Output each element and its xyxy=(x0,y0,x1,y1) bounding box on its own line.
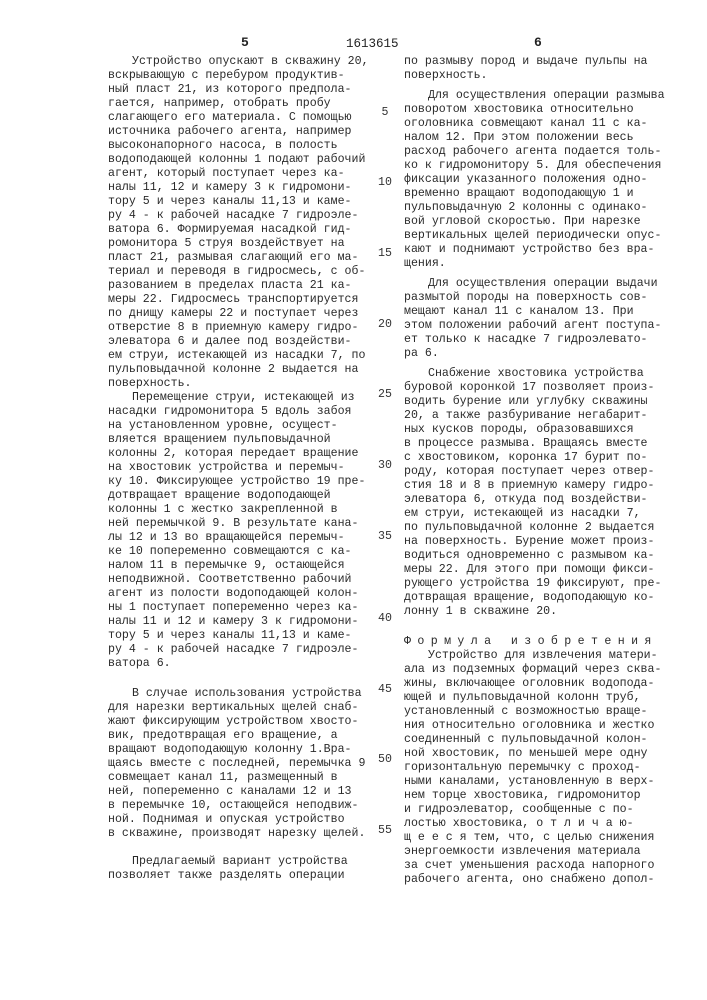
text-line: ра 6. xyxy=(404,347,665,361)
text-line: разованием в пределах пласта 21 ка- xyxy=(108,279,369,293)
text-line: Устройство для извлечения матери- xyxy=(404,649,665,663)
text-line: горизонтальную перемычку с проход- xyxy=(404,761,665,775)
text-line: и гидроэлеватор, сообщенные с по- xyxy=(404,803,665,817)
text-line: буровой коронкой 17 позволяет произ- xyxy=(404,381,665,395)
line-number: 20 xyxy=(375,318,395,331)
text-line: элеватора 6, откуда под воздействи- xyxy=(404,493,665,507)
text-line: слагающего его материала. С помощью xyxy=(108,111,369,125)
text-line: отверстие 8 в приемную камеру гидро- xyxy=(108,321,369,335)
text-line: вой угловой скоростью. При нарезке xyxy=(404,215,665,229)
text-line: поворотом хвостовика относительно xyxy=(404,103,665,117)
text-line: ный пласт 21, из которого предпола- xyxy=(108,83,369,97)
text-line: на установленном уровне, осущест- xyxy=(108,419,369,433)
text-line: ватора 6. Формируемая насадкой гид- xyxy=(108,223,369,237)
text-line: жают фиксирующим устройством хвосто- xyxy=(108,715,369,729)
left-column xyxy=(108,55,369,883)
text-line: налом 12. При этом положении весь xyxy=(404,131,665,145)
page-number-right: 6 xyxy=(534,35,542,50)
text-line: Перемещение струи, истекающей из xyxy=(108,391,369,405)
text-line: лонну 1 в скважине 20. xyxy=(404,605,665,619)
text-line: неподвижной. Соответственно рабочий xyxy=(108,573,369,587)
line-number: 35 xyxy=(375,530,395,543)
text-line: стия 18 и 8 в приемную камеру гидро- xyxy=(404,479,665,493)
text-line: в процессе размыва. Вращаясь вместе xyxy=(404,437,665,451)
line-number: 40 xyxy=(375,612,395,625)
text-line: ко к гидромонитору 5. Для обеспечения xyxy=(404,159,665,173)
text-line: ала из подземных формаций через сква- xyxy=(404,663,665,677)
text-line: в перемычке 10, остающейся неподвиж- xyxy=(108,799,369,813)
text-line: териал и переводя в гидросмесь, с об- xyxy=(108,265,369,279)
page-number-left: 5 xyxy=(241,35,249,50)
paragraph xyxy=(108,855,369,883)
text-line: вращают водоподающую колонну 1.Вра- xyxy=(108,743,369,757)
text-line: лостью хвостовика, о т л и ч а ю- xyxy=(404,817,665,831)
text-line: налы 11 и 12 и камеру 3 к гидромони- xyxy=(108,615,369,629)
paragraph xyxy=(404,367,665,619)
paragraph xyxy=(404,55,665,83)
text-line: щ е е с я тем, что, с целью снижения xyxy=(404,831,665,845)
text-line: расход рабочего агента подается толь- xyxy=(404,145,665,159)
text-line: вляется вращением пульповыдачной xyxy=(108,433,369,447)
text-line: поверхность. xyxy=(108,377,369,391)
paragraph xyxy=(404,277,665,361)
line-number: 5 xyxy=(375,106,395,119)
line-number: 10 xyxy=(375,176,395,189)
text-line: за счет уменьшения расхода напорного xyxy=(404,859,665,873)
text-line: колонны 1 с жестко закрепленной в xyxy=(108,503,369,517)
text-line: дотвращая вращение, водоподающую ко- xyxy=(404,591,665,605)
line-number: 55 xyxy=(375,824,395,837)
text-line: вскрывающую с перебуром продуктив- xyxy=(108,69,369,83)
text-line: щаясь вместе с последней, перемычка 9 xyxy=(108,757,369,771)
text-line: для нарезки вертикальных щелей снаб- xyxy=(108,701,369,715)
paragraph xyxy=(108,55,369,391)
line-number: 25 xyxy=(375,388,395,401)
text-line: ния относительно оголовника и жестко xyxy=(404,719,665,733)
text-line: водиться одновременно с размывом ка- xyxy=(404,549,665,563)
text-line: в скважине, производят нарезку щелей. xyxy=(108,827,369,841)
text-line: оголовника совмещают канал 11 с ка- xyxy=(404,117,665,131)
text-line: ке 10 попеременно совмещаются с ка- xyxy=(108,545,369,559)
text-line: ными каналами, установленную в верх- xyxy=(404,775,665,789)
text-line: ной хвостовик, по меньшей мере одну xyxy=(404,747,665,761)
text-line: элеватора 6 и далее под воздействи- xyxy=(108,335,369,349)
text-line: источника рабочего агента, например xyxy=(108,125,369,139)
text-line: лы 12 и 13 во вращающейся перемыч- xyxy=(108,531,369,545)
text-line: агент из полости водоподающей колон- xyxy=(108,587,369,601)
text-line: фиксации указанного положения одно- xyxy=(404,173,665,187)
text-line: высоконапорного насоса, в полость xyxy=(108,139,369,153)
line-number: 15 xyxy=(375,247,395,260)
text-line: насадки гидромонитора 5 вдоль забоя xyxy=(108,405,369,419)
text-line: энергоемкости извлечения материала xyxy=(404,845,665,859)
text-line: кают и поднимают устройство без вра- xyxy=(404,243,665,257)
text-line: Предлагаемый вариант устройства xyxy=(108,855,369,869)
text-line: ет только к насадке 7 гидроэлевато- xyxy=(404,333,665,347)
text-line: мещают канал 11 с каналом 13. При xyxy=(404,305,665,319)
text-line: 20, а также разбуривание негабарит- xyxy=(404,409,665,423)
line-number: 50 xyxy=(375,753,395,766)
text-line: тору 5 и через каналы 11,13 и каме- xyxy=(108,629,369,643)
text-line: пульповыдачную 2 колонны с одинако- xyxy=(404,201,665,215)
text-line: пульповыдачной колонне 2 выдается на xyxy=(108,363,369,377)
text-line: ной. Поднимая и опуская устройство xyxy=(108,813,369,827)
right-column xyxy=(404,55,665,887)
text-line: ру 4 - к рабочей насадке 7 гидроэле- xyxy=(108,643,369,657)
text-line: меры 22. Для этого при помощи фикси- xyxy=(404,563,665,577)
text-line: водоподающей колонны 1 подают рабочий xyxy=(108,153,369,167)
section-title: Формула изобретения xyxy=(404,635,665,649)
text-line: Для осуществления операции выдачи xyxy=(404,277,665,291)
text-line: жины, включающее оголовник водопода- xyxy=(404,677,665,691)
text-line: меры 22. Гидросмесь транспортируется xyxy=(108,293,369,307)
paragraph xyxy=(404,89,665,271)
text-line: агент, который поступает через ка- xyxy=(108,167,369,181)
text-line: ных кусков породы, образовавшихся xyxy=(404,423,665,437)
text-line: по днищу камеры 22 и поступает через xyxy=(108,307,369,321)
text-line: дотвращает вращение водоподающей xyxy=(108,489,369,503)
text-line: ны 1 поступает попеременно через ка- xyxy=(108,601,369,615)
text-line: по пульповыдачной колонне 2 выдается xyxy=(404,521,665,535)
text-line: колонны 2, которая передает вращение xyxy=(108,447,369,461)
text-line: временно вращают водоподающую 1 и xyxy=(404,187,665,201)
line-number: 45 xyxy=(375,683,395,696)
text-line: рабочего агента, оно снабжено допол- xyxy=(404,873,665,887)
text-line: Снабжение хвостовика устройства xyxy=(404,367,665,381)
paragraph xyxy=(404,635,665,887)
text-line: на хвостовик устройства и перемыч- xyxy=(108,461,369,475)
text-line: водить бурение или углубку скважины xyxy=(404,395,665,409)
text-line: ру 4 - к рабочей насадке 7 гидроэле- xyxy=(108,209,369,223)
text-line: Устройство опускают в скважину 20, xyxy=(108,55,369,69)
text-line: ромонитора 5 струя воздействует на xyxy=(108,237,369,251)
text-line: щения. xyxy=(404,257,665,271)
text-line: этом положении рабочий агент поступа- xyxy=(404,319,665,333)
text-line: ней перемычкой 9. В результате кана- xyxy=(108,517,369,531)
text-line: ней, попеременно с каналами 12 и 13 xyxy=(108,785,369,799)
text-line: налом 11 в перемычке 9, остающейся xyxy=(108,559,369,573)
text-line: роду, которая поступает через отвер- xyxy=(404,465,665,479)
text-line: ку 10. Фиксирующее устройство 19 пре- xyxy=(108,475,369,489)
text-line: ем струи, истекающей из насадки 7, по xyxy=(108,349,369,363)
text-line: налы 11, 12 и камеру 3 к гидромони- xyxy=(108,181,369,195)
text-line: тору 5 и через каналы 11,13 и каме- xyxy=(108,195,369,209)
text-line: соединенный с пульповыдачной колон- xyxy=(404,733,665,747)
patent-number: 1613615 xyxy=(346,37,399,51)
text-line: установленный с возможностью враще- xyxy=(404,705,665,719)
text-line: вертикальных щелей периодически опус- xyxy=(404,229,665,243)
text-line: ющей и пульповыдачной колонн труб, xyxy=(404,691,665,705)
text-line: гается, например, отобрать пробу xyxy=(108,97,369,111)
text-line: Для осуществления операции размыва xyxy=(404,89,665,103)
paragraph xyxy=(108,687,369,841)
text-line: совмещает канал 11, размещенный в xyxy=(108,771,369,785)
text-line: ем струи, истекающей из насадки 7, xyxy=(404,507,665,521)
text-line: поверхность. xyxy=(404,69,665,83)
text-line: по размыву пород и выдаче пульпы на xyxy=(404,55,665,69)
text-line: размытой породы на поверхность сов- xyxy=(404,291,665,305)
paragraph xyxy=(108,391,369,671)
text-line: рующего устройства 19 фиксируют, пре- xyxy=(404,577,665,591)
line-number: 30 xyxy=(375,459,395,472)
text-line: вик, предотвращая его вращение, а xyxy=(108,729,369,743)
text-line: позволяет также разделять операции xyxy=(108,869,369,883)
text-line: ватора 6. xyxy=(108,657,369,671)
text-line: нем торце хвостовика, гидромонитор xyxy=(404,789,665,803)
text-line: на поверхность. Бурение может произ- xyxy=(404,535,665,549)
text-line: с хвостовиком, коронка 17 бурит по- xyxy=(404,451,665,465)
text-line: пласт 21, размывая слагающий его ма- xyxy=(108,251,369,265)
text-line: В случае использования устройства xyxy=(108,687,369,701)
